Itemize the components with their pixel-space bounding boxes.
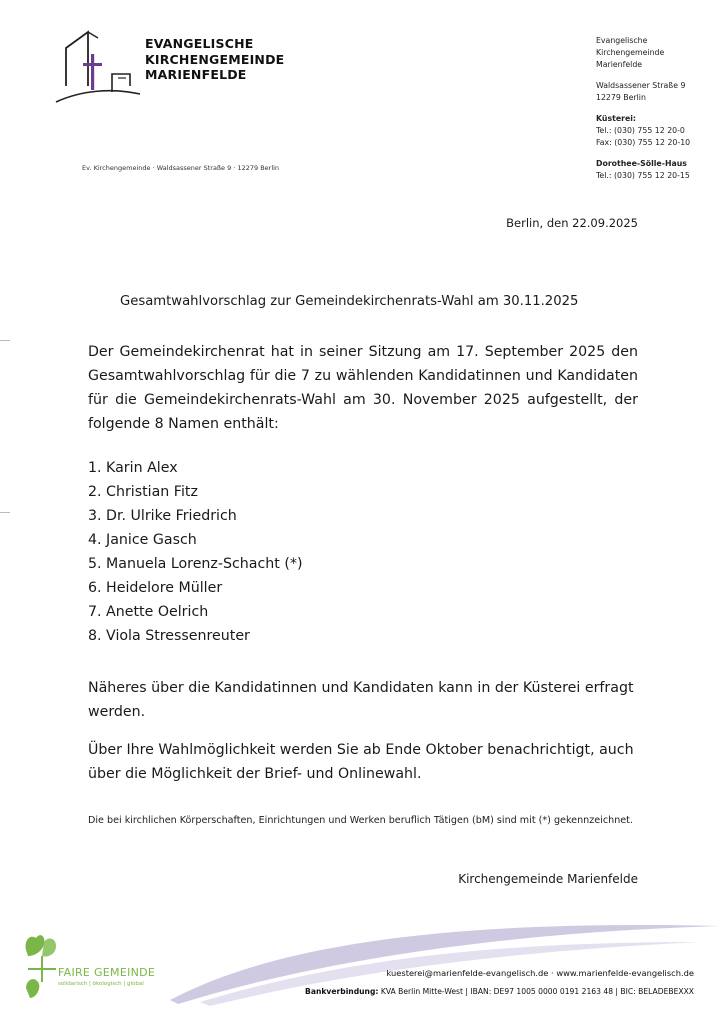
letterhead-name-line: MARIENFELDE — [145, 67, 247, 82]
candidate-item: 3. Dr. Ulrike Friedrich — [88, 508, 237, 524]
faire-gemeinde-title: FAIRE GEMEINDE — [58, 966, 156, 979]
house-label: Dorothee-Sölle-Haus — [596, 159, 687, 168]
faire-gemeinde-logo-icon — [22, 928, 62, 1004]
letterhead-name — [145, 36, 284, 83]
footnote: Die bei kirchlichen Körperschaften, Einrichtungen und Werken beruflich Tätigen (bM) sind mit (*) gekennzeichnet. — [88, 815, 633, 826]
candidate-item: 5. Manuela Lorenz-Schacht (*) — [88, 556, 303, 572]
intro-paragraph: Der Gemeindekirchenrat hat in seiner Sitzung am 17. September 2025 den Gesamtwahlvorschlag für die 7 zu wählenden Kandidatinnen und Kandidaten für die Gemeindekirchenrats-Wahl am 30. November 2025 aufgestellt, der folgende 8 Namen enthält: — [88, 344, 638, 432]
candidate-list — [88, 456, 638, 648]
signature: Kirchengemeinde Marienfelde — [458, 872, 638, 886]
faire-gemeinde-badge — [58, 966, 155, 987]
candidate-item: 6. Heidelore Müller — [88, 580, 223, 596]
letter-title: Gesamtwahlvorschlag zur Gemeindekirchenrats-Wahl am 30.11.2025 — [120, 294, 579, 309]
sender-return-line: Ev. Kirchengemeinde · Waldsassener Straße 9 · 12279 Berlin — [82, 164, 280, 172]
kuesterei-phone: Tel.: (030) 755 12 20-0 — [596, 126, 685, 135]
footer-bank — [220, 987, 694, 996]
address-org-line: Marienfelde — [596, 60, 643, 69]
church-logo-icon — [52, 28, 142, 106]
letterhead-name-line: EVANGELISCHE — [145, 36, 254, 51]
house-phone: Tel.: (030) 755 12 20-15 — [596, 171, 690, 180]
address-org-line: Evangelische — [596, 36, 648, 45]
candidate-item: 2. Christian Fitz — [88, 484, 198, 500]
kuesterei-fax: Fax: (030) 755 12 20-10 — [596, 138, 691, 147]
notification-paragraph: Über Ihre Wahlmöglichkeit werden Sie ab Ende Oktober benachrichtigt, auch über die Möglichkeit der Brief- und Onlinewahl. — [88, 742, 634, 782]
fold-mark — [0, 512, 10, 513]
faire-gemeinde-subtitle: solidarisch | ökologisch | global — [58, 981, 144, 987]
letterhead-name-line: KIRCHENGEMEINDE — [145, 51, 285, 67]
bank-details: KVA Berlin Mitte-West | IBAN: DE97 1005 0000 0191 2163 48 | BIC: BELADEBEXXX — [380, 987, 694, 996]
candidate-item: 7. Anette Oelrich — [88, 604, 209, 620]
address-block — [596, 35, 721, 182]
fold-mark — [0, 340, 10, 341]
kuesterei-label: Küsterei: — [596, 114, 637, 123]
address-city: 12279 Berlin — [596, 93, 646, 102]
bank-label: Bankverbindung: — [305, 987, 379, 996]
candidate-item: 1. Karin Alex — [88, 460, 178, 476]
candidate-item: 4. Janice Gasch — [88, 532, 197, 548]
letter-date: Berlin, den 22.09.2025 — [506, 216, 638, 230]
address-org-line: Kirchengemeinde — [596, 48, 665, 57]
footer-contact: kuesterei@marienfelde-evangelisch.de · www.marienfelde-evangelisch.de — [386, 968, 694, 978]
candidate-item: 8. Viola Stressenreuter — [88, 628, 250, 644]
info-paragraph: Näheres über die Kandidatinnen und Kandidaten kann in der Küsterei erfragt werden. — [88, 680, 634, 720]
address-street: Waldsassener Straße 9 — [596, 81, 686, 90]
